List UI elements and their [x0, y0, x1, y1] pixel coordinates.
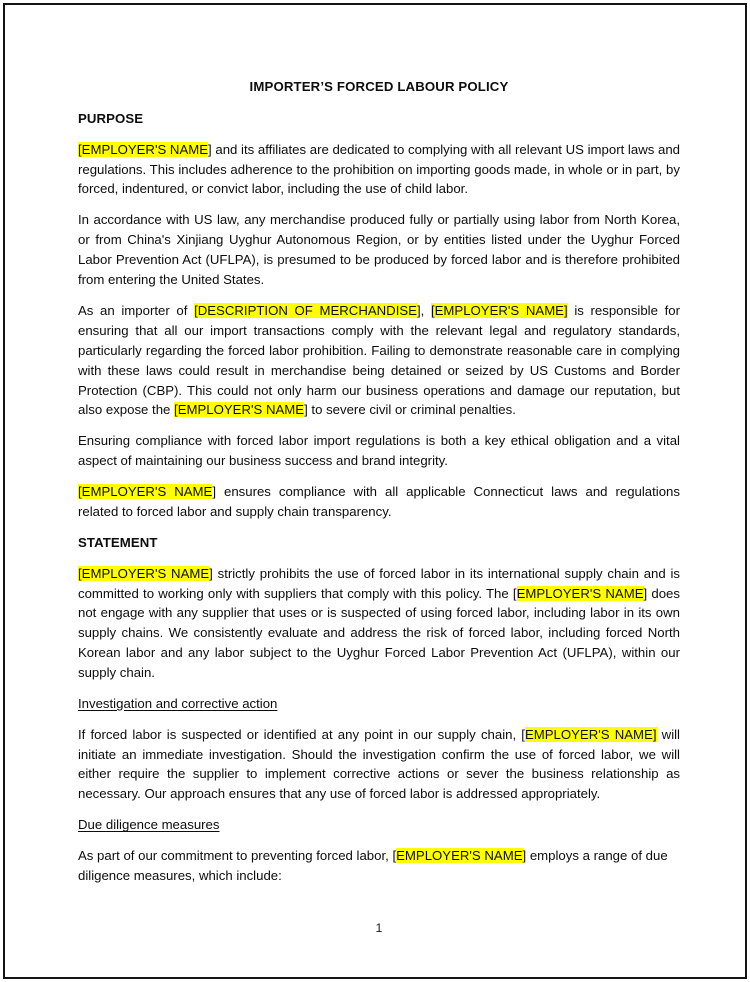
- paragraph-due-diligence-1: [78, 846, 680, 886]
- section-heading-statement: STATEMENT: [78, 535, 158, 550]
- placeholder-employer-name: [EMPLOYER'S NAME: [78, 141, 209, 157]
- placeholder-employer-name: EMPLOYER'S NAME: [396, 847, 523, 863]
- paragraph-purpose-3-text-a: As an importer of: [78, 302, 195, 318]
- paragraph-purpose-1-text: ] and its affiliates are dedicated to complying with all relevant US import laws and regulations. This includes adherence to the prohibition on importing goods made, in whole or in part, by forced, indentured, or convict labor, including the use of child labor.: [78, 141, 680, 197]
- document-page: [3, 3, 747, 979]
- paragraph-purpose-5: [78, 482, 680, 522]
- paragraph-purpose-2: [78, 210, 680, 290]
- placeholder-employer-name: EMPLOYER'S NAME]: [524, 726, 657, 742]
- page-content-area: [78, 5, 680, 977]
- sub-heading-due-diligence-measures: Due diligence measures: [78, 817, 220, 833]
- paragraph-purpose-5-text: ] ensures compliance with all applicable Connecticut laws and regulations related to forced labor and supply chain transparency.: [78, 484, 680, 520]
- paragraph-purpose-3-text-c: is responsible for ensuring that all our import transactions comply with the relevant legal and regulatory standards, particularly regarding the forced labor prohibition. Failing to demonstrate reasonable care in complying with these laws could result in merchandise being detained or seized by US Customs and Border Protection (CBP). This could not only harm our business operations and damage our reputation, but also expose the: [78, 302, 680, 418]
- paragraph-purpose-4-text: Ensuring compliance with forced labor import regulations is both a key ethical obligation and a vital aspect of maintaining our business success and brand integrity.: [78, 433, 680, 469]
- paragraph-due-diligence-1-text-a: As part of our commitment to preventing forced labor, [: [78, 847, 397, 863]
- paragraph-investigation-1: [78, 725, 680, 805]
- placeholder-description-of-merchandise: [DESCRIPTION OF MERCHANDISE: [194, 302, 417, 318]
- paragraph-purpose-3: [78, 301, 680, 420]
- paragraph-statement-1-text-b: ] does not engage with any supplier that uses or is suspected of using forced labor, including labor in its own supply chains. We consistently evaluate and address the risk of forced labor, including forced North Korean labor and any labor subject to the Uyghur Forced Labor Prevention Act (UFLPA), within our supply chain.: [78, 585, 680, 681]
- document-flow: [78, 109, 680, 897]
- paragraph-purpose-3-text-b: ],: [416, 302, 431, 318]
- paragraph-purpose-4: [78, 431, 680, 471]
- placeholder-employer-name: [EMPLOYER'S NAME: [78, 565, 210, 581]
- paragraph-statement-1: [78, 564, 680, 683]
- placeholder-employer-name: [EMPLOYER'S NAME]: [430, 302, 568, 318]
- sub-heading-investigation-and-corrective-action: Investigation and corrective action: [78, 696, 278, 712]
- paragraph-investigation-1-text-b: will initiate an immediate investigation. Should the investigation confirm the use of forced labor, we will either require the supplier to implement corrective actions or sever the business relationship as necessary. Our approach ensures that any use of forced labor is addressed appropriately.: [78, 726, 680, 802]
- paragraph-due-diligence-1-text-b: ] employs a range of due diligence measures, which include:: [78, 847, 668, 883]
- paragraph-investigation-1-text-a: If forced labor is suspected or identified at any point in our supply chain, [: [78, 726, 525, 742]
- paragraph-statement-1-text-a: ] strictly prohibits the use of forced labor in its international supply chain and is committed to working only with suppliers that comply with this policy. The [: [78, 565, 680, 601]
- paragraph-purpose-3-text-d: ] to severe civil or criminal penalties.: [304, 402, 516, 418]
- placeholder-employer-name: [EMPLOYER'S NAME: [78, 484, 213, 500]
- paragraph-purpose-1: [78, 140, 680, 200]
- section-heading-purpose: PURPOSE: [78, 111, 144, 126]
- paragraph-purpose-2-text: In accordance with US law, any merchandise produced fully or partially using labor from North Korea, or from China's Xinjiang Uyghur Autonomous Region, or by entities listed under the Uyghur Forced Labor Prevention Act (UFLPA), is presumed to be produced by forced labor and is therefore prohibited from entering the United States.: [78, 212, 680, 288]
- placeholder-employer-name: [EMPLOYER'S NAME: [174, 402, 305, 418]
- page-title: IMPORTER’S FORCED LABOUR POLICY: [249, 79, 509, 94]
- page-number: 1: [375, 921, 383, 935]
- placeholder-employer-name: EMPLOYER'S NAME: [516, 585, 644, 601]
